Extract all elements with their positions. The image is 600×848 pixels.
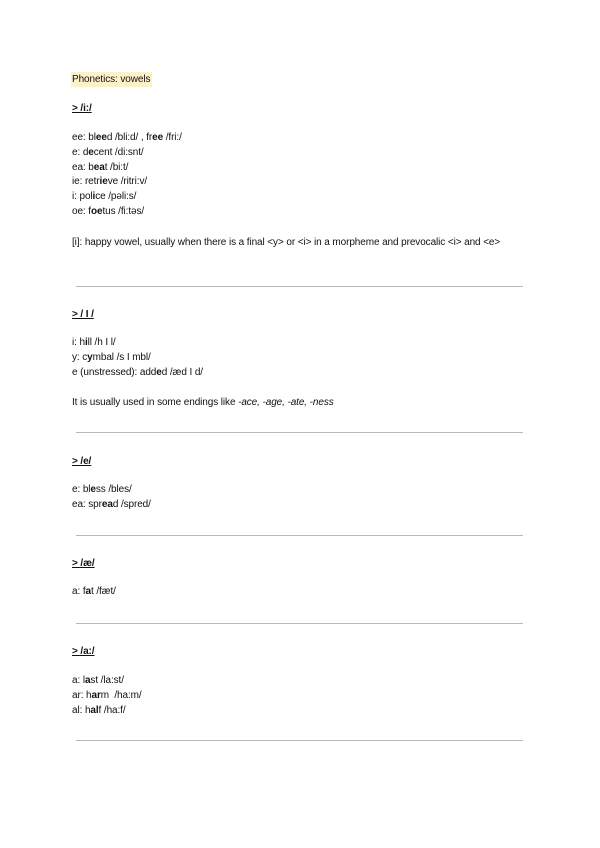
heading-i-long: > /i:/ — [72, 103, 92, 114]
example-line: e (unstressed): added /æd I d/ — [72, 366, 203, 378]
example-line: a: last /la:st/ — [72, 675, 124, 686]
divider — [76, 432, 523, 433]
example-line: ee: bleed /bli:d/ , free /fri:/ — [72, 132, 182, 143]
example-line: ea: beat /bi:t/ — [72, 161, 129, 173]
examples-short-i — [72, 336, 203, 380]
heading-short-i: > / I / — [72, 309, 94, 320]
note-endings: It is usually used in some endings like -ace, -age, -ate, -ness — [72, 397, 334, 408]
example-line: e: bless /bles/ — [72, 484, 132, 495]
example-line: al: half /ha:f/ — [72, 704, 126, 716]
example-line: i: hill /h I l/ — [72, 337, 116, 348]
example-line: ar: harm /ha:m/ — [72, 689, 142, 701]
heading-ae: > /æ/ — [72, 558, 95, 569]
example-line: i: police /pəli:s/ — [72, 191, 137, 203]
heading-e: > /e/ — [72, 456, 92, 467]
example-line: a: fat /fæt/ — [72, 586, 116, 597]
divider — [76, 623, 523, 624]
divider — [76, 286, 523, 287]
examples-e — [72, 483, 151, 513]
example-line: ie: retrieve /ritri:v/ — [72, 176, 148, 188]
examples-ae — [72, 585, 116, 600]
example-line: e: decent /di:snt/ — [72, 146, 144, 158]
example-line: y: cymbal /s I mbl/ — [72, 351, 151, 363]
document-title: Phonetics: vowels — [72, 74, 151, 85]
examples-a-long — [72, 674, 142, 718]
example-line: oe: foetus /fi:təs/ — [72, 205, 145, 217]
heading-a-long: > /a:/ — [72, 646, 95, 657]
example-line: ea: spread /spred/ — [72, 498, 151, 510]
examples-i-long — [72, 131, 182, 220]
divider — [76, 535, 523, 536]
divider — [76, 740, 523, 741]
note-happy-vowel: [i]: happy vowel, usually when there is a final <y> or <i> in a morpheme and prevocalic <i> and <e> — [72, 237, 501, 248]
